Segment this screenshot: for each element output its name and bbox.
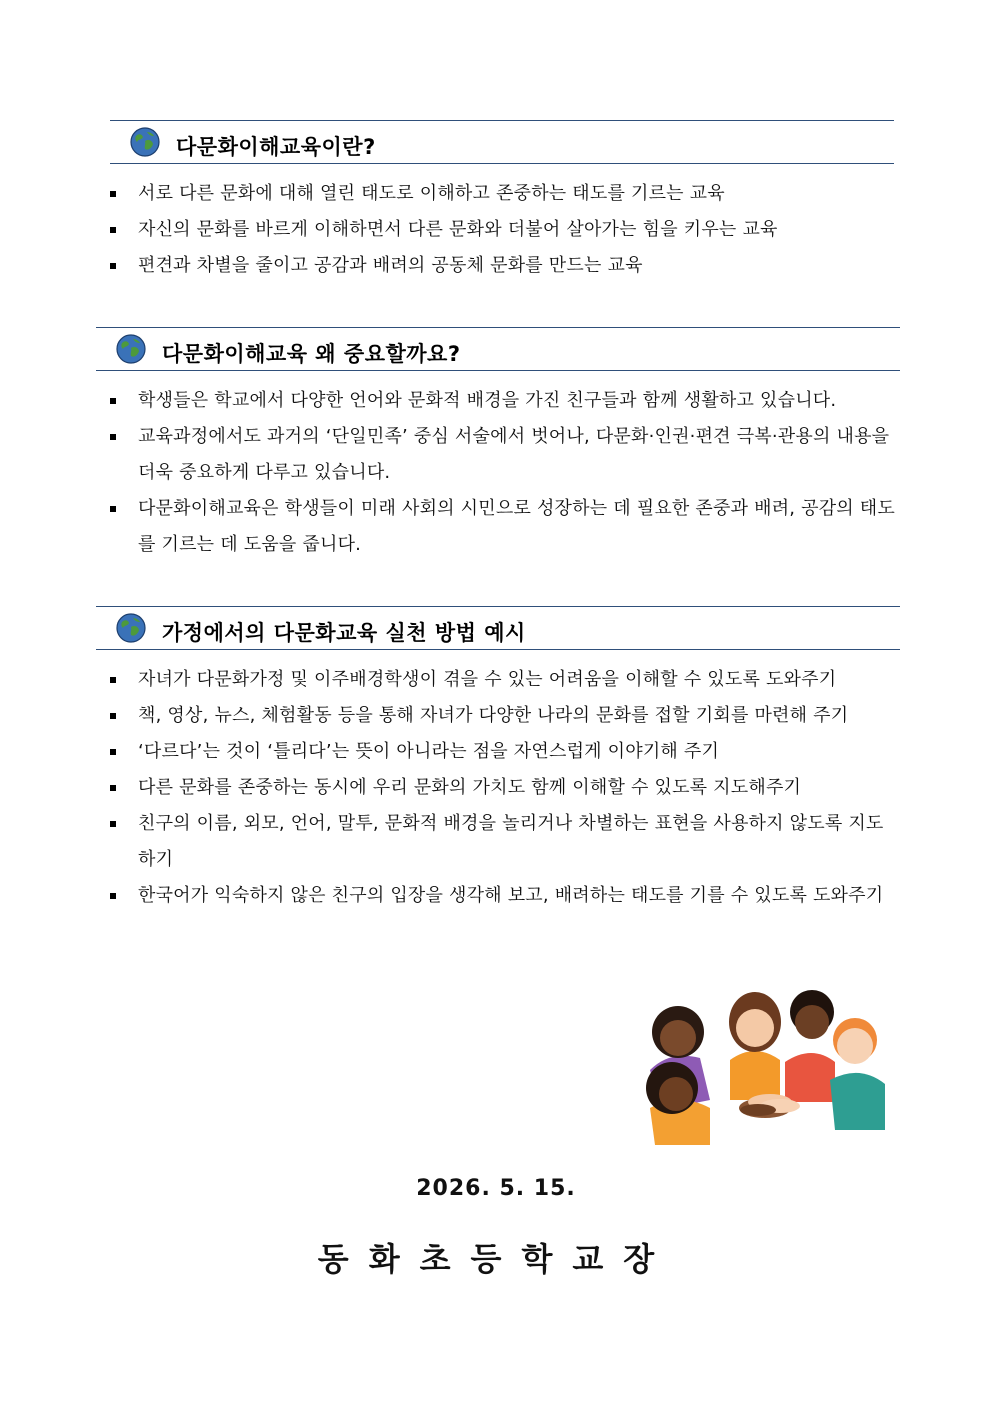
square-bullet-icon bbox=[110, 677, 116, 683]
list-item bbox=[96, 248, 894, 284]
list-item-text: 교육과정에서도 과거의 ‘단일민족’ 중심 서술에서 벗어나, 다문화·인권·편견 극복·관용의 내용을 더욱 중요하게 다루고 있습니다. bbox=[138, 426, 890, 483]
list-item-text: 한국어가 익숙하지 않은 친구의 입장을 생각해 보고, 배려하는 태도를 기를 수 있도록 도와주기 bbox=[138, 885, 884, 906]
square-bullet-icon bbox=[110, 713, 116, 719]
list-item bbox=[96, 806, 900, 878]
list-item-text: 자녀가 다문화가정 및 이주배경학생이 겪을 수 있는 어려움을 이해할 수 있도록 도와주기 bbox=[138, 669, 837, 690]
section-header bbox=[96, 327, 900, 371]
section-title: 가정에서의 다문화교육 실천 방법 예시 bbox=[162, 621, 526, 645]
list-item bbox=[96, 491, 900, 563]
square-bullet-icon bbox=[110, 506, 116, 512]
list-item bbox=[96, 176, 894, 212]
list-item bbox=[96, 698, 900, 734]
section-header bbox=[110, 120, 894, 164]
square-bullet-icon bbox=[110, 893, 116, 899]
list-item bbox=[96, 662, 900, 698]
square-bullet-icon bbox=[110, 821, 116, 827]
square-bullet-icon bbox=[110, 434, 116, 440]
list-item-text: 서로 다른 문화에 대해 열린 태도로 이해하고 존중하는 태도를 기르는 교육 bbox=[138, 183, 725, 204]
bullet-list bbox=[96, 176, 894, 284]
list-item bbox=[96, 878, 900, 914]
section-home-practice bbox=[96, 606, 900, 914]
section-what-is bbox=[110, 120, 894, 284]
square-bullet-icon bbox=[110, 749, 116, 755]
list-item-text: 다문화이해교육은 학생들이 미래 사회의 시민으로 성장하는 데 필요한 존중과 배려, 공감의 태도를 기르는 데 도움을 줍니다. bbox=[138, 498, 895, 555]
list-item-text: 친구의 이름, 외모, 언어, 말투, 문화적 배경을 놀리거나 차별하는 표현을 사용하지 않도록 지도하기 bbox=[138, 813, 884, 870]
section-why-important bbox=[96, 327, 900, 563]
square-bullet-icon bbox=[110, 227, 116, 233]
bullet-list bbox=[96, 662, 900, 914]
globe-icon bbox=[116, 334, 146, 364]
list-item-text: 학생들은 학교에서 다양한 언어와 문화적 배경을 가진 친구들과 함께 생활하고 있습니다. bbox=[138, 390, 837, 411]
issue-date: 2026. 5. 15. bbox=[416, 1176, 576, 1201]
section-title: 다문화이해교육 왜 중요할까요? bbox=[162, 342, 461, 366]
list-item bbox=[96, 383, 900, 419]
list-item bbox=[96, 419, 900, 491]
list-item-text: 책, 영상, 뉴스, 체험활동 등을 통해 자녀가 다양한 나라의 문화를 접할 기회를 마련해 주기 bbox=[138, 705, 849, 726]
list-item-text: 다른 문화를 존중하는 동시에 우리 문화의 가치도 함께 이해할 수 있도록 지도해주기 bbox=[138, 777, 802, 798]
square-bullet-icon bbox=[110, 785, 116, 791]
list-item bbox=[96, 770, 900, 806]
list-item-text: ‘다르다’는 것이 ‘틀리다’는 뜻이 아니라는 점을 자연스럽게 이야기해 주기 bbox=[138, 741, 720, 762]
list-item-text: 편견과 차별을 줄이고 공감과 배려의 공동체 문화를 만드는 교육 bbox=[138, 255, 643, 276]
children-hands-illustration bbox=[630, 980, 900, 1150]
bullet-list bbox=[96, 383, 900, 563]
globe-icon bbox=[116, 613, 146, 643]
list-item bbox=[96, 734, 900, 770]
section-title: 다문화이해교육이란? bbox=[176, 135, 376, 159]
globe-icon bbox=[130, 127, 160, 157]
school-principal-signature: 동화초등학교장 bbox=[317, 1240, 675, 1278]
list-item bbox=[96, 212, 894, 248]
square-bullet-icon bbox=[110, 191, 116, 197]
list-item-text: 자신의 문화를 바르게 이해하면서 다른 문화와 더불어 살아가는 힘을 키우는 교육 bbox=[138, 219, 778, 240]
square-bullet-icon bbox=[110, 398, 116, 404]
section-header bbox=[96, 606, 900, 650]
square-bullet-icon bbox=[110, 263, 116, 269]
